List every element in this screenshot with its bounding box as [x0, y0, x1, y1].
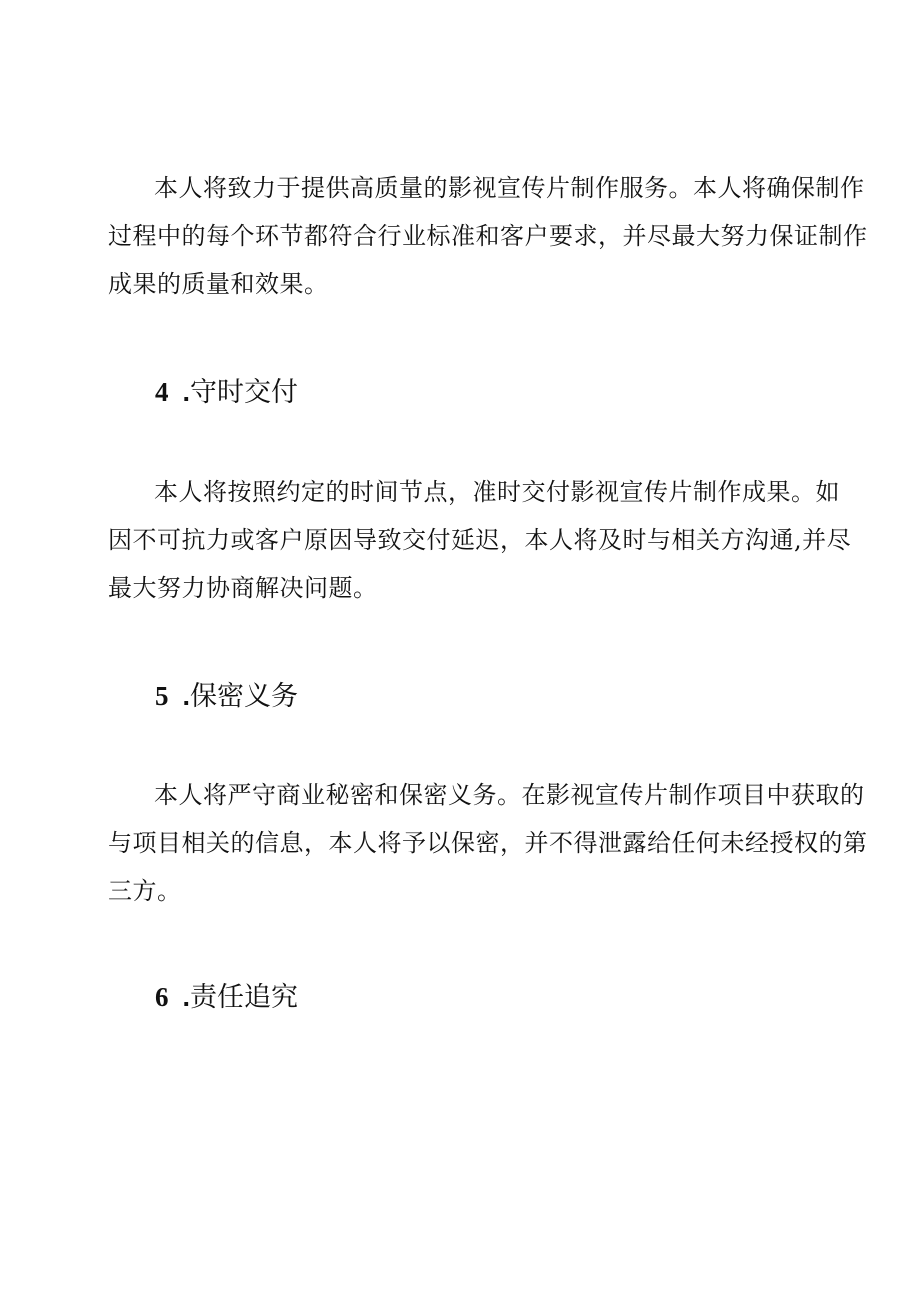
paragraph-line: 本人将严守商业秘密和保密义务。在影视宣传片制作项目中获取的	[154, 781, 865, 809]
paragraph-line: 成果的质量和效果。	[108, 270, 329, 298]
paragraph-quality-commitment	[108, 164, 868, 308]
section-heading-5	[155, 676, 298, 717]
section-number: 6	[155, 982, 169, 1012]
section-heading-6	[155, 977, 298, 1018]
section-number: 4	[155, 377, 169, 407]
section-title: 守时交付	[190, 377, 299, 408]
paragraph-line: 与项目相关的信息，本人将予以保密，并不得泄露给任何未经授权的第	[108, 829, 868, 857]
section-title: 责任追究	[190, 982, 299, 1013]
section-heading-4	[155, 372, 298, 413]
paragraph-line: 三方。	[108, 877, 182, 905]
paragraph-line: 因不可抗力或客户原因导致交付延迟，本人将及时与相关方沟通,并尽	[108, 526, 852, 554]
paragraph-line: 过程中的每个环节都符合行业标准和客户要求，并尽最大努力保证制作	[108, 222, 868, 250]
paragraph-line: 本人将致力于提供高质量的影视宣传片制作服务。本人将确保制作	[154, 174, 865, 202]
paragraph-on-time-delivery	[108, 468, 852, 612]
paragraph-line: 本人将按照约定的时间节点，准时交付影视宣传片制作成果。如	[154, 478, 840, 506]
section-dot: .	[182, 982, 191, 1012]
paragraph-confidentiality	[108, 771, 868, 915]
section-dot: .	[182, 377, 191, 407]
section-dot: .	[182, 681, 191, 711]
section-number: 5	[155, 681, 169, 711]
section-title: 保密义务	[190, 681, 299, 712]
paragraph-line: 最大努力协商解决问题。	[108, 574, 378, 602]
